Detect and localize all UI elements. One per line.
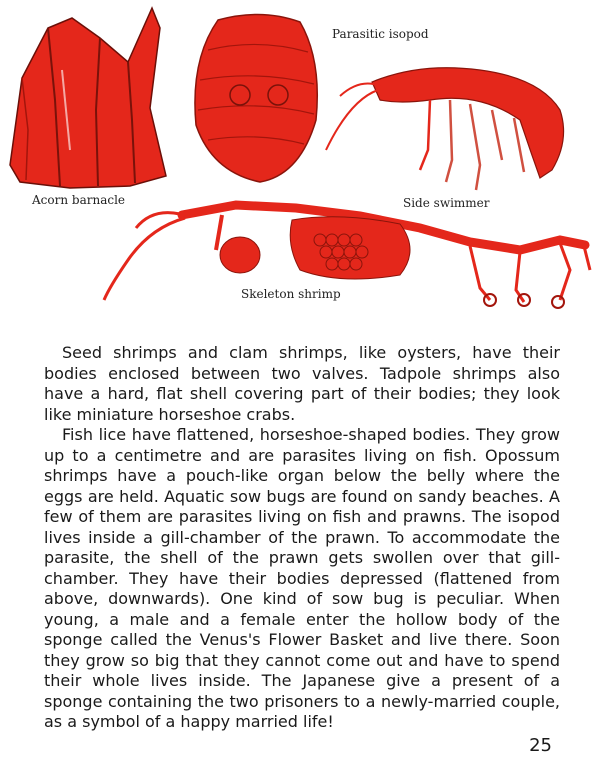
paragraph: Seed shrimps and clam shrimps, like oysters, have their bodies enclosed between two valves. Tadpole shrimps also have a hard, flat shell covering part of their bodies; they look like miniature horseshoe crabs. — [44, 343, 560, 424]
caption-acorn-barnacle: Acorn barnacle — [32, 193, 126, 207]
body-text — [44, 343, 560, 733]
page-number: 25 — [529, 735, 552, 756]
caption-side-swimmer: Side swimmer — [403, 196, 490, 210]
paragraph: Fish lice have flattened, horseshoe-shaped bodies. They grow up to a centimetre and are parasites living on fish. Opossum shrimps have a pouch-like organ below the belly where the eggs are held. Aquatic sow bugs are found on sandy beaches. A few of them are parasites living on fish and prawns. The isopod lives inside a gill-chamber of the prawn. To accommodate the parasite, the shell of the prawn gets swollen over that gill-chamber. They have their bodies depressed (flattened from above, downwards). One kind of sow bug is peculiar. When young, a male and a female enter the hollow body of the sponge called the Venus's Flower Basket and live there. Soon they grow so big that they cannot come out and have to spend their whole lives inside. The Japanese give a present of a sponge containing the two prisoners to a newly-married couple, as a symbol of a happy married life! — [44, 425, 560, 731]
caption-parasitic-isopod: Parasitic isopod — [332, 27, 429, 41]
crustacean-illustrations — [0, 0, 600, 335]
side-swimmer-illustration — [326, 68, 564, 190]
parasitic-isopod-illustration — [195, 14, 317, 182]
acorn-barnacle-illustration — [10, 8, 166, 188]
caption-skeleton-shrimp: Skeleton shrimp — [241, 287, 341, 301]
skeleton-shrimp-illustration — [104, 205, 590, 308]
